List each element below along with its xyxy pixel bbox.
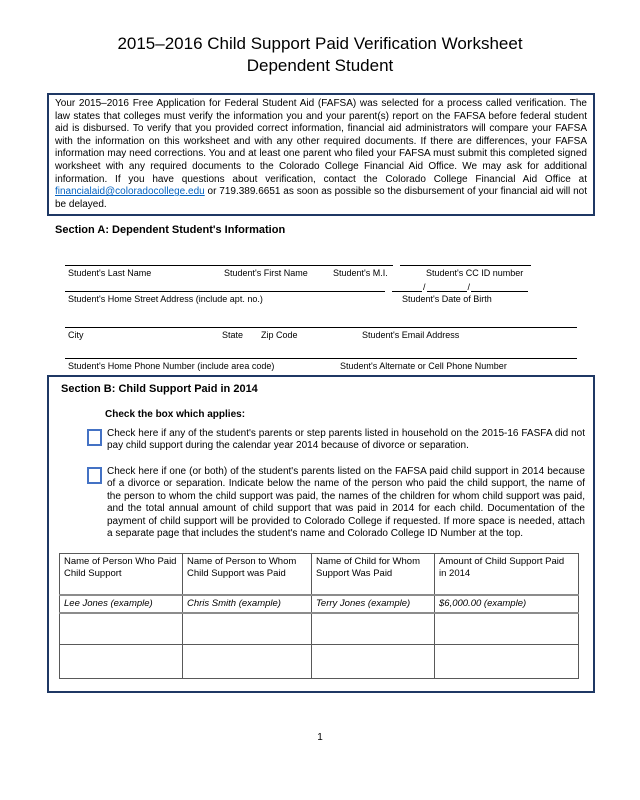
email-link[interactable]: financialaid@coloradocollege.edu xyxy=(55,186,205,198)
checkbox-instruction: Check the box which applies: xyxy=(105,409,246,420)
fill-line-cc-id xyxy=(400,265,531,266)
label-middle-initial: Student's M.I. xyxy=(333,268,388,278)
fill-line-street-address xyxy=(65,291,385,292)
label-zip-code: Zip Code xyxy=(261,330,298,340)
fill-line-name xyxy=(65,265,393,266)
fill-line-date-of-birth xyxy=(392,281,528,292)
fill-line-city-state-zip-email xyxy=(65,327,577,328)
section-a-heading: Section A: Dependent Student's Information xyxy=(55,224,286,236)
checkbox-row-support-paid xyxy=(87,466,585,540)
label-street-address: Student's Home Street Address (include apt. no.) xyxy=(68,294,263,304)
table-empty-row xyxy=(60,645,579,679)
fill-line-phone-numbers xyxy=(65,358,577,359)
section-b-box xyxy=(47,375,595,693)
intro-box xyxy=(47,93,595,216)
empty-cell xyxy=(312,645,435,679)
table-example-row xyxy=(60,595,579,613)
example-payer-name: Lee Jones (example) xyxy=(60,595,183,613)
checkbox-support-paid-label: Check here if one (or both) of the student's parents listed on the FAFSA paid child support in 2014 because of a divorce or separation. Indicate below the name of the person who paid the child support, the name of the person to whom the child support was paid, the names of the children for whom child support was paid, and the total annual amount of child support that was paid in 2014 for each child. Documentation of the payment of child support will be provided to Colorado College if requested. If more space is needed, attach a separate page that includes the student's name and Colorado College ID Number at the top. xyxy=(107,466,585,540)
label-state: State xyxy=(222,330,244,340)
dob-day-segment xyxy=(427,281,467,292)
label-date-of-birth: Student's Date of Birth xyxy=(402,294,492,304)
dob-year-segment xyxy=(471,281,528,292)
dob-slash-2: / xyxy=(467,282,471,292)
label-home-phone: Student's Home Phone Number (include area code) xyxy=(68,361,275,371)
label-city: City xyxy=(68,330,84,340)
table-empty-row xyxy=(60,613,579,645)
header-payee-name: Name of Person to Whom Child Support was Paid xyxy=(183,554,312,596)
child-support-table xyxy=(59,553,579,679)
label-alternate-phone: Student's Alternate or Cell Phone Number xyxy=(340,361,507,371)
header-amount: Amount of Child Support Paid in 2014 xyxy=(435,554,579,596)
page-title xyxy=(0,33,640,77)
empty-cell xyxy=(435,613,579,645)
header-payer-name: Name of Person Who Paid Child Support xyxy=(60,554,183,596)
empty-cell xyxy=(183,613,312,645)
label-email-address: Student's Email Address xyxy=(362,330,460,340)
example-payee-name: Chris Smith (example) xyxy=(183,595,312,613)
title-line1: 2015–2016 Child Support Paid Verification Worksheet xyxy=(117,34,523,53)
dob-slash-1: / xyxy=(423,282,426,292)
example-child-name: Terry Jones (example) xyxy=(312,595,435,613)
label-first-name: Student's First Name xyxy=(224,268,308,278)
table-header-row xyxy=(60,554,579,596)
label-cc-id-number: Student's CC ID number xyxy=(426,268,524,278)
empty-cell xyxy=(60,613,183,645)
empty-cell xyxy=(312,613,435,645)
section-b-heading: Section B: Child Support Paid in 2014 xyxy=(61,383,258,395)
intro-paragraph xyxy=(55,98,587,211)
checkbox-no-support-paid-label: Check here if any of the student's parents or step parents listed in household on the 2015-16 FASFA did not pay child support during the calendar year 2014 because of divorce or separation. xyxy=(107,428,585,452)
label-last-name: Student's Last Name xyxy=(68,268,152,278)
empty-cell xyxy=(435,645,579,679)
checkbox-no-support-paid[interactable] xyxy=(87,429,102,446)
example-amount: $6,000.00 (example) xyxy=(435,595,579,613)
intro-text-before-link: Your 2015–2016 Free Application for Federal Student Aid (FAFSA) was selected for a process called verification. The law states that colleges must verify the information you and your parent(s) report on the FAFSA before federal student aid is disbursed. To verify that you provided correct information, financial aid administrators will compare your FAFSA with the information on this worksheet and with any other required documents. If there are differences, your FAFSA information may need corrections. You and at least one parent who filed your FAFSA must submit this completed signed worksheet with any required documents to the Colorado College Financial Aid Office. We may ask for additional information. If you have questions about verification, contact the Colorado College Financial Aid Office at xyxy=(55,98,587,185)
checkbox-support-paid[interactable] xyxy=(87,467,102,484)
dob-month-segment xyxy=(392,281,422,292)
empty-cell xyxy=(60,645,183,679)
header-child-name: Name of Child for Whom Support Was Paid xyxy=(312,554,435,596)
title-line2: Dependent Student xyxy=(246,56,394,75)
checkbox-row-no-support-paid xyxy=(87,428,585,453)
empty-cell xyxy=(183,645,312,679)
intro-text-after-link: or 719.389.6651 as soon as possible so the disbursement of your financial aid will not be delayed. xyxy=(55,186,587,210)
page-number: 1 xyxy=(317,732,323,743)
